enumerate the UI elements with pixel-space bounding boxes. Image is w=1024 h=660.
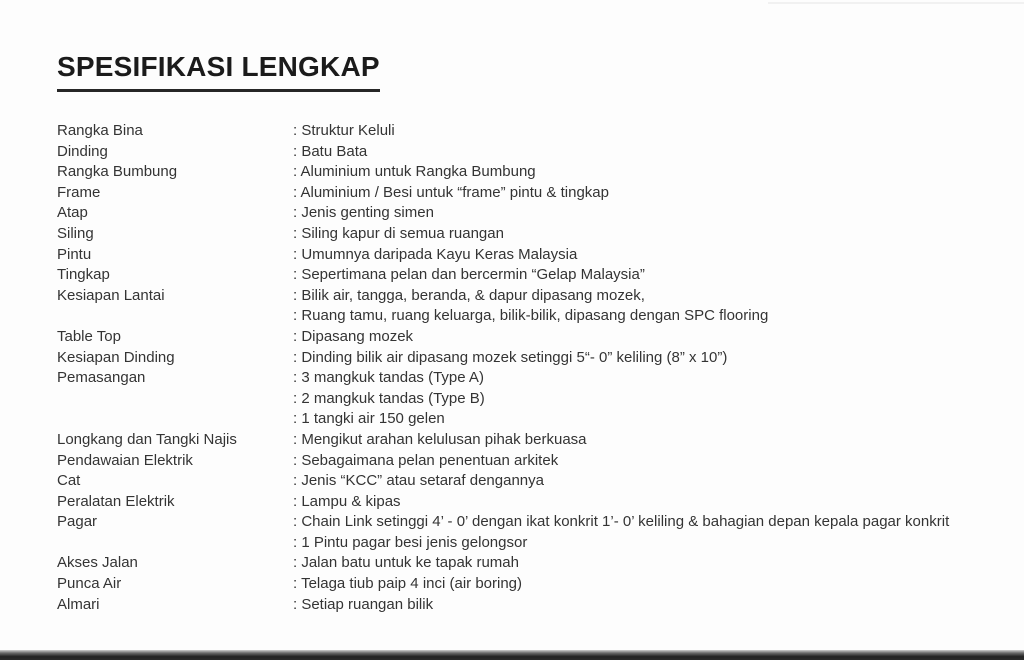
spec-label: Longkang dan Tangki Najis — [57, 430, 237, 448]
spec-label: Punca Air — [57, 575, 122, 593]
spec-value: : Jalan batu untuk ke tapak rumah — [293, 554, 519, 572]
spec-label: Frame — [57, 183, 101, 201]
spec-row — [57, 142, 949, 163]
spec-value: : Sepertimana pelan dan bercermin “Gelap Malaysia” — [293, 266, 645, 284]
spec-row — [57, 430, 949, 451]
spec-value: : 1 tangki air 150 gelen — [293, 410, 445, 428]
spec-value: : Batu Bata — [293, 142, 368, 160]
spec-label — [57, 409, 293, 430]
page-title: SPESIFIKASI LENGKAP — [57, 50, 380, 92]
spec-row — [57, 553, 949, 574]
spec-row — [57, 409, 949, 430]
spec-value: : Siling kapur di semua ruangan — [293, 224, 504, 242]
spec-label: Atap — [57, 204, 88, 222]
spec-value: : Aluminium / Besi untuk “frame” pintu & tingkap — [293, 183, 609, 201]
spec-label: Pagar — [57, 513, 98, 531]
spec-row — [57, 595, 949, 616]
spec-row — [57, 533, 949, 554]
spec-label: Akses Jalan — [57, 554, 138, 572]
spec-row — [57, 327, 949, 348]
spec-label: Pendawaian Elektrik — [57, 451, 193, 469]
spec-row — [57, 492, 949, 513]
spec-label: Siling — [57, 224, 94, 242]
spec-row — [57, 203, 949, 224]
spec-label: Table Top — [57, 327, 121, 345]
spec-label: Kesiapan Dinding — [57, 348, 175, 366]
photo-edge-line — [768, 2, 1024, 4]
spec-label: Tingkap — [57, 266, 110, 284]
spec-value: : Dinding bilik air dipasang mozek setinggi 5“- 0” keliling (8” x 10”) — [293, 348, 728, 366]
spec-row — [57, 224, 949, 245]
spec-label: Pemasangan — [57, 369, 146, 387]
spec-value: : Aluminium untuk Rangka Bumbung — [293, 163, 536, 181]
spec-label: Rangka Bina — [57, 122, 143, 139]
spec-row — [57, 245, 949, 266]
spec-row — [57, 368, 949, 389]
spec-label: Kesiapan Lantai — [57, 286, 165, 304]
spec-label: Almari — [57, 595, 100, 613]
spec-value: : 1 Pintu pagar besi jenis gelongsor — [293, 533, 528, 551]
spec-value: : Jenis genting simen — [293, 204, 434, 222]
spec-value: : Struktur Keluli — [293, 122, 395, 139]
spec-row — [57, 306, 949, 327]
spec-row — [57, 471, 949, 492]
spec-value: : 2 mangkuk tandas (Type B) — [293, 389, 485, 407]
spec-value: : 3 mangkuk tandas (Type A) — [293, 369, 484, 387]
spec-row — [57, 265, 949, 286]
spec-row — [57, 451, 949, 472]
spec-value: : Telaga tiub paip 4 inci (air boring) — [293, 575, 523, 593]
spec-value: : Dipasang mozek — [293, 327, 414, 345]
spec-label: Dinding — [57, 142, 108, 160]
spec-label — [57, 389, 293, 410]
spec-label: Pintu — [57, 245, 92, 263]
spec-label: Cat — [57, 472, 81, 490]
spec-value: : Mengikut arahan kelulusan pihak berkuasa — [293, 430, 587, 448]
spec-value: : Umumnya daripada Kayu Keras Malaysia — [293, 245, 578, 263]
spec-row — [57, 121, 949, 142]
spec-label — [57, 533, 293, 554]
spec-value: : Lampu & kipas — [293, 492, 401, 510]
spec-label: Peralatan Elektrik — [57, 492, 175, 510]
spec-value: : Sebagaimana pelan penentuan arkitek — [293, 451, 559, 469]
spec-row — [57, 286, 949, 307]
spec-value: : Jenis “KCC” atau setaraf dengannya — [293, 472, 544, 490]
spec-label — [57, 306, 293, 327]
spec-row — [57, 389, 949, 410]
spec-row — [57, 512, 949, 533]
spec-row — [57, 574, 949, 595]
spec-row — [57, 348, 949, 369]
spec-value: : Ruang tamu, ruang keluarga, bilik-bilik, dipasang dengan SPC flooring — [293, 307, 769, 325]
spec-row — [57, 183, 949, 204]
spec-value: : Bilik air, tangga, beranda, & dapur dipasang mozek, — [293, 286, 645, 304]
spec-list — [57, 121, 949, 615]
spec-label: Rangka Bumbung — [57, 163, 178, 181]
spec-value: : Chain Link setinggi 4’ - 0’ dengan ikat konkrit 1’- 0’ keliling & bahagian depan kepala pagar konkrit — [293, 513, 950, 531]
spec-row — [57, 162, 949, 183]
bottom-edge-bar — [0, 650, 1024, 660]
spec-value: : Setiap ruangan bilik — [293, 595, 434, 613]
